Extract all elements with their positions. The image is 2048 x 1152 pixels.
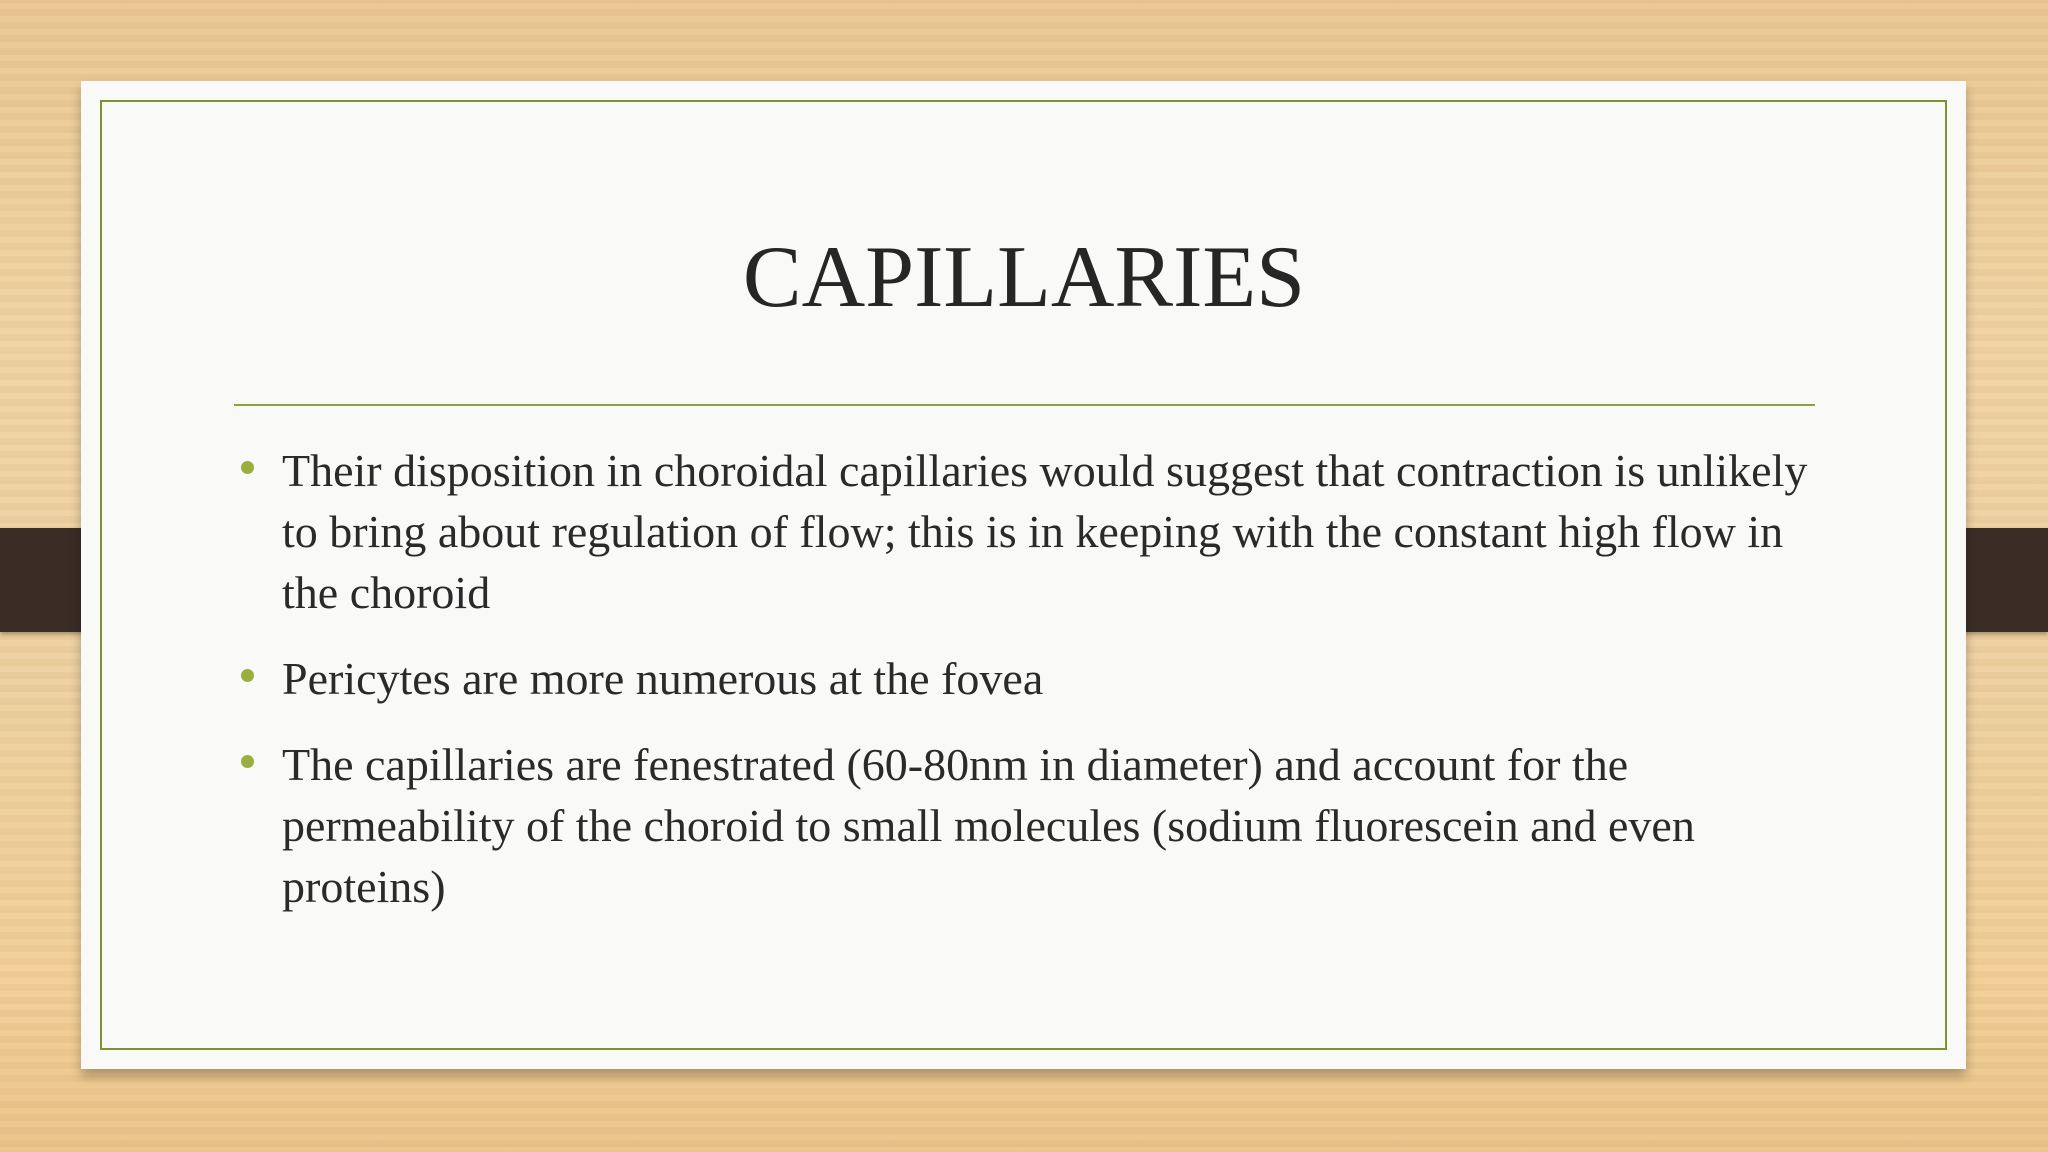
bullet-text: The capillaries are fenestrated (60-80nm in diameter) and account for the permeability of the choroid to small molecules (sodium fluorescein and even proteins): [282, 739, 1695, 912]
bullet-list: [282, 440, 1842, 942]
bullet-text: Their disposition in choroidal capillaries would suggest that contraction is unlikely to bring about regulation of flow; this is in keeping with the constant high flow in the choroid: [282, 445, 1808, 618]
slide-title: CAPILLARIES: [742, 229, 1306, 326]
bullet-text: Pericytes are more numerous at the fovea: [282, 653, 1044, 704]
bullet-item: [282, 440, 1842, 623]
bullet-item: [282, 734, 1842, 917]
bullet-dot-icon: [241, 669, 254, 682]
title-divider: [234, 404, 1815, 406]
bullet-item: [282, 648, 1842, 709]
bullet-dot-icon: [241, 461, 254, 474]
bullet-dot-icon: [241, 755, 254, 768]
